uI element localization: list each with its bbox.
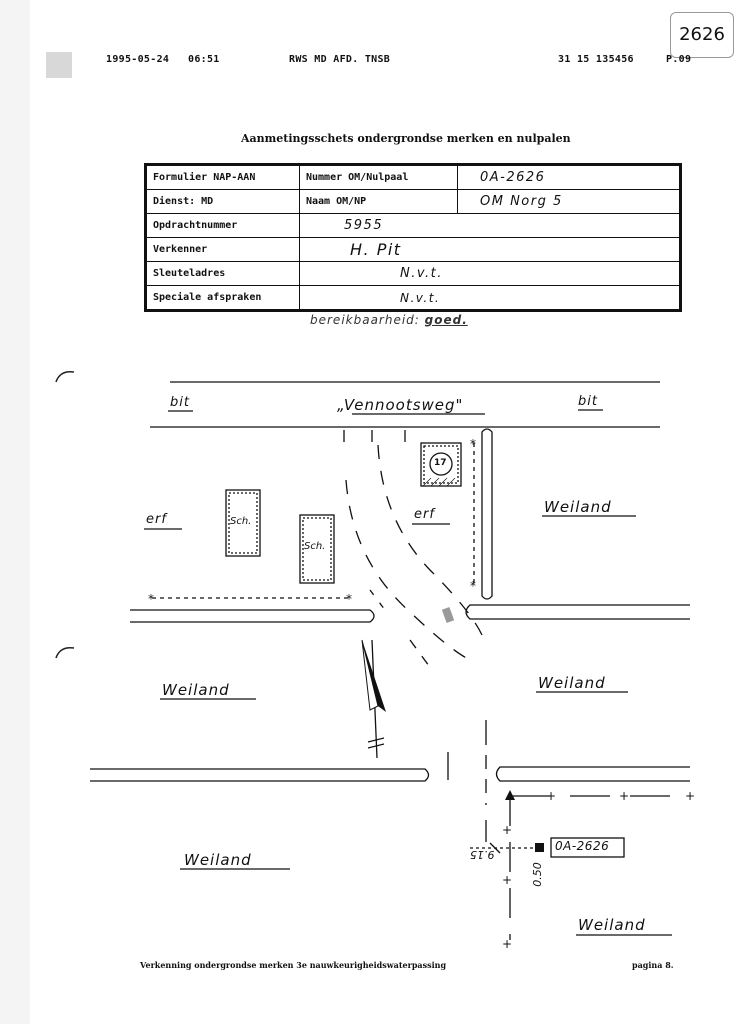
form-label: Dienst: MD	[146, 190, 300, 214]
ditch-vertical	[482, 429, 492, 599]
junction-pole-icon	[442, 607, 454, 623]
fence-point-icon: *	[346, 592, 352, 606]
side-road-left-edge	[346, 480, 470, 660]
shed-label-1: Sch.	[230, 516, 252, 527]
form-value: N.v.t.	[300, 262, 681, 286]
surface-label-right: bit	[578, 394, 598, 409]
form-label: Formulier NAP-AAN	[146, 165, 300, 190]
ditch-middle-right	[466, 605, 690, 619]
side-road-right-edge	[378, 445, 482, 635]
form-value: 0A-2626	[458, 165, 681, 190]
marker-label: 0A-2626	[555, 839, 610, 853]
ditch-middle-left	[130, 610, 374, 622]
road-name-label: „Vennootsweg"	[337, 396, 464, 414]
plus-mark-icon: +	[502, 823, 513, 837]
form-value: 5955	[300, 214, 681, 238]
weiland-label-bottom-left: Weiland	[184, 851, 252, 869]
form-value: N.v.t.	[300, 286, 681, 311]
surface-label-left: bit	[170, 395, 190, 410]
accessibility-value: goed.	[424, 313, 468, 327]
plus-mark-icon: +	[502, 937, 513, 951]
form-label: Speciale afspraken	[146, 286, 300, 311]
erf-label-right: erf	[414, 507, 435, 522]
fence-point-icon: *	[148, 592, 154, 606]
weiland-label-mid-right: Weiland	[538, 674, 606, 692]
plus-mark-icon: +	[685, 789, 696, 803]
weiland-label-mid-left: Weiland	[162, 681, 230, 699]
weiland-label-bottom-right: Weiland	[578, 916, 646, 934]
ditch-lower-left	[90, 769, 429, 781]
house-number-label: 17	[434, 458, 447, 468]
form-value: OM Norg 5	[458, 190, 681, 214]
ditch-lower-right	[497, 767, 691, 781]
document-number-stamp: 2626	[670, 12, 734, 58]
shed-label-2: Sch.	[304, 541, 326, 552]
form-value: H. Pit	[300, 238, 681, 262]
fence-point-icon: *	[470, 579, 476, 593]
form-label: Verkenner	[146, 238, 300, 262]
form-sub-label: Naam OM/NP	[300, 190, 458, 214]
weiland-label-top-right: Weiland	[544, 498, 612, 516]
marker-point-icon	[535, 843, 544, 852]
fence-point-icon: *	[470, 437, 476, 451]
fax-time: 06:51	[188, 54, 220, 65]
fax-date: 1995-05-24	[106, 54, 170, 65]
fax-sender: RWS MD AFD. TNSB	[289, 54, 391, 65]
document-title: Aanmetingsschets ondergrondse merken en nulpalen	[241, 132, 571, 145]
footer-page: pagina 8.	[632, 960, 674, 970]
measure-label-1: 9.15	[470, 848, 495, 861]
form-label: Sleuteladres	[146, 262, 300, 286]
plus-mark-icon: +	[619, 789, 630, 803]
footer-left: Verkenning ondergrondse merken 3e nauwkeurigheidswaterpassing	[140, 960, 447, 970]
measure-label-2: 0.50	[530, 862, 544, 887]
form-sub-label: Nummer OM/Nulpaal	[300, 165, 458, 190]
measure-arrow-icon	[505, 790, 515, 800]
fax-page: P.09	[666, 54, 692, 65]
erf-label-left: erf	[146, 512, 167, 527]
fax-phone: 31 15 135456	[558, 54, 634, 65]
plus-mark-icon: +	[502, 873, 513, 887]
plus-mark-icon: +	[546, 789, 557, 803]
accessibility-label: bereikbaarheid:	[310, 313, 420, 327]
form-label: Opdrachtnummer	[146, 214, 300, 238]
